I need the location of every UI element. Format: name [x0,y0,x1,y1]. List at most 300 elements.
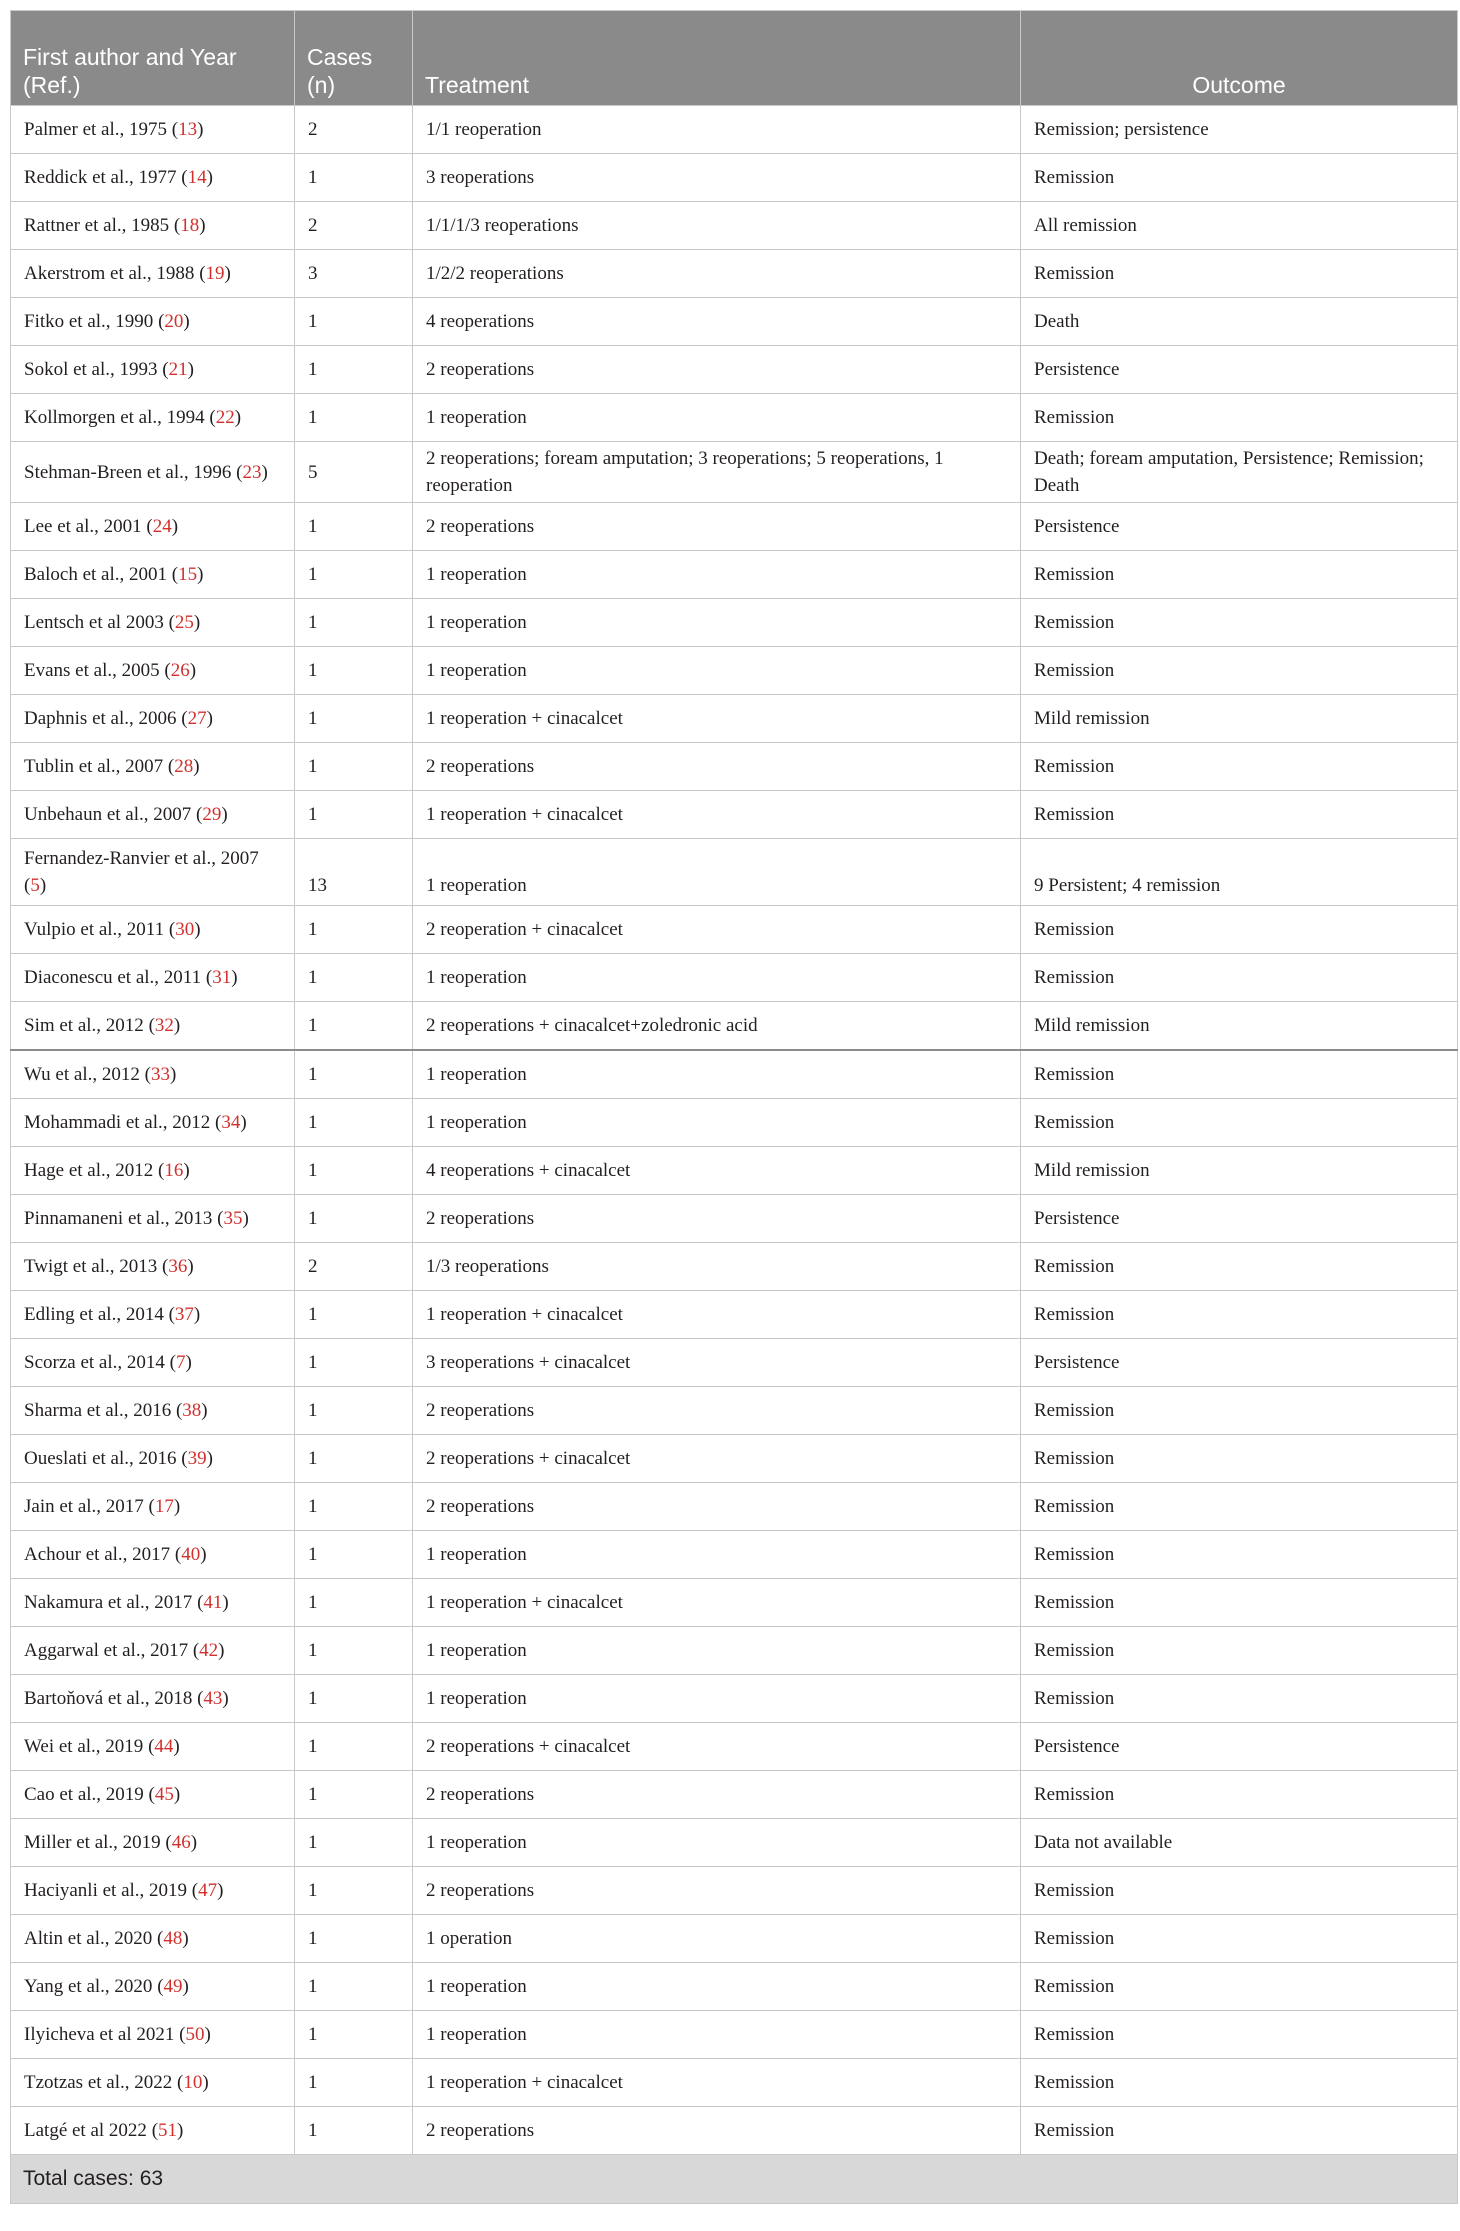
cell-cases: 1 [295,1675,413,1723]
reference-link[interactable]: 43 [203,1688,223,1709]
table-row [11,1339,1458,1387]
author-text: Mohammadi et al., 2012 [24,1112,211,1133]
paren-open: ( [152,1976,164,1997]
table-row [11,791,1458,839]
cell-outcome: Death; foream amputation, Persistence; Remission; Death [1021,442,1458,503]
reference-link[interactable]: 18 [180,215,200,236]
paren-close: ) [240,1112,247,1133]
table-row [11,1483,1458,1531]
reference-link[interactable]: 16 [164,1160,184,1181]
cell-treatment: 1 reoperation + cinacalcet [413,695,1021,743]
cell-cases: 1 [295,695,413,743]
cell-author [11,1099,295,1147]
cell-outcome: Remission [1021,1291,1458,1339]
cell-outcome: 9 Persistent; 4 remission [1021,839,1458,906]
paren-open: ( [157,359,169,380]
table-row [11,1147,1458,1195]
paren-open: ( [163,612,175,633]
cell-outcome: Remission [1021,2059,1458,2107]
cell-outcome: Remission [1021,1867,1458,1915]
cell-author [11,954,295,1002]
reference-link[interactable]: 14 [187,167,207,188]
cell-author [11,154,295,202]
cell-outcome: Remission [1021,154,1458,202]
cell-outcome: Remission [1021,1627,1458,1675]
paren-close: ) [206,708,213,729]
table-row [11,106,1458,154]
reference-link[interactable]: 34 [221,1112,241,1133]
cell-outcome: Remission [1021,1483,1458,1531]
cell-cases: 1 [295,1099,413,1147]
author-text: Miller et al., 2019 [24,1832,161,1853]
reference-link[interactable]: 33 [150,1064,170,1085]
cell-cases: 2 [295,202,413,250]
cell-treatment: 1/2/2 reoperations [413,250,1021,298]
paren-open: ( [171,1400,183,1421]
paren-open: ( [143,1784,155,1805]
author-text: Bartoňová et al., 2018 [24,1688,193,1709]
paren-close: ) [199,215,206,236]
cell-treatment: 1 reoperation [413,954,1021,1002]
reference-link[interactable]: 44 [154,1736,174,1757]
header-row [11,11,1458,106]
table-row [11,743,1458,791]
table-row [11,1915,1458,1963]
table-row [11,394,1458,442]
reference-link[interactable]: 13 [178,119,198,140]
cell-outcome: Persistence [1021,1339,1458,1387]
reference-link[interactable]: 28 [174,756,194,777]
paren-close: ) [202,2072,209,2093]
table-row [11,1099,1458,1147]
cell-outcome: Persistence [1021,1723,1458,1771]
paren-open: ( [174,2024,186,2045]
table-row [11,2107,1458,2155]
reference-link[interactable]: 41 [203,1592,223,1613]
paren-open: ( [143,1736,155,1757]
author-text: Haciyanli et al., 2019 [24,1880,188,1901]
author-text: Tublin et al., 2007 [24,756,164,777]
author-text: Sim et al., 2012 [24,1015,144,1036]
cell-treatment: 1 operation [413,1915,1021,1963]
reference-link[interactable]: 36 [168,1256,188,1277]
author-text: Baloch et al., 2001 [24,564,167,585]
paren-open: ( [143,1015,155,1036]
reference-link[interactable]: 23 [242,461,262,483]
author-text: Wu et al., 2012 [24,1064,140,1085]
author-text: Reddick et al., 1977 [24,167,177,188]
cell-cases: 13 [295,839,413,906]
paren-open: ( [231,461,243,483]
reference-link[interactable]: 40 [181,1544,201,1565]
header-treatment: Treatment [413,11,1021,106]
author-text: Palmer et al., 1975 [24,119,167,140]
table-row [11,1579,1458,1627]
paren-open: ( [153,311,165,332]
reference-link[interactable]: 50 [185,2024,205,2045]
reference-link[interactable]: 46 [171,1832,191,1853]
table-row [11,1627,1458,1675]
cell-author [11,106,295,154]
cell-outcome: Remission [1021,394,1458,442]
paren-close: ) [261,461,268,483]
cell-cases: 1 [295,1387,413,1435]
reference-link[interactable]: 37 [174,1304,194,1325]
cell-treatment: 1 reoperation [413,394,1021,442]
cell-cases: 1 [295,2107,413,2155]
cell-cases: 1 [295,954,413,1002]
table-row [11,2059,1458,2107]
header-cases: Cases (n) [295,11,413,106]
reference-link[interactable]: 5 [30,875,40,896]
table-row [11,1435,1458,1483]
cell-author [11,1339,295,1387]
table-row [11,1819,1458,1867]
paren-close: ) [173,1784,181,1805]
paren-close: ) [189,660,197,681]
cell-outcome: Persistence [1021,503,1458,551]
cell-treatment: 1 reoperation [413,1963,1021,2011]
cell-treatment: 1 reoperation [413,1531,1021,1579]
cell-treatment: 1 reoperation + cinacalcet [413,1579,1021,1627]
paren-close: ) [193,1304,201,1325]
author-text: Vulpio et al., 2011 [24,919,165,940]
paren-close: ) [231,967,238,988]
table-row [11,442,1458,503]
paren-open: ( [152,1928,164,1949]
cell-outcome: Remission [1021,1531,1458,1579]
cell-author [11,1387,295,1435]
cell-treatment: 2 reoperations [413,2107,1021,2155]
cell-outcome: Remission [1021,1579,1458,1627]
paren-open: ( [176,708,188,729]
paren-open: ( [169,215,181,236]
cell-cases: 1 [295,1291,413,1339]
table-row [11,695,1458,743]
cell-treatment: 2 reoperations [413,1195,1021,1243]
cell-outcome: Persistence [1021,1195,1458,1243]
author-text: Fitko et al., 1990 [24,311,154,332]
paren-close: ) [234,407,242,428]
reference-link[interactable]: 17 [154,1496,174,1517]
table-row [11,1050,1458,1099]
reference-link[interactable]: 51 [158,2120,178,2141]
cell-treatment: 1 reoperation + cinacalcet [413,2059,1021,2107]
paren-open: ( [167,119,179,140]
cell-author [11,1291,295,1339]
paren-open: ( [139,1064,151,1085]
paren-open: ( [176,167,188,188]
paren-open: ( [163,756,175,777]
paren-close: ) [183,1160,190,1181]
cell-author [11,442,295,503]
cell-treatment: 4 reoperations + cinacalcet [413,1147,1021,1195]
author-text: Pinnamaneni et al., 2013 [24,1208,213,1229]
cell-cases: 1 [295,2011,413,2059]
table-row [11,1002,1458,1051]
reference-link[interactable]: 19 [205,263,225,284]
table-header [11,11,1458,106]
cell-outcome: Remission [1021,599,1458,647]
table-body [11,106,1458,2155]
cell-treatment: 1/1 reoperation [413,106,1021,154]
cell-author [11,1483,295,1531]
reference-link[interactable]: 48 [163,1928,183,1949]
paren-close: ) [39,875,47,896]
cell-outcome: Data not available [1021,1819,1458,1867]
cell-cases: 1 [295,298,413,346]
author-text: Lee et al., 2001 [24,516,142,537]
cell-author [11,1723,295,1771]
author-text: Latgé et al 2022 [24,2120,147,2141]
cell-author [11,743,295,791]
table-row [11,1723,1458,1771]
paren-open: ( [141,516,153,537]
cell-cases: 1 [295,743,413,791]
author-text: Fernandez-Ranvier et al., 2007 [24,848,259,869]
cell-cases: 1 [295,1963,413,2011]
cell-outcome: Persistence [1021,346,1458,394]
table-row [11,906,1458,954]
cell-cases: 1 [295,906,413,954]
cell-cases: 1 [295,1339,413,1387]
cell-author [11,1963,295,2011]
table-row [11,503,1458,551]
table-row [11,202,1458,250]
paren-close: ) [200,1544,207,1565]
cell-treatment: 2 reoperations [413,346,1021,394]
table-row [11,346,1458,394]
cell-cases: 1 [295,1723,413,1771]
author-text: Cao et al., 2019 [24,1784,144,1805]
cell-author [11,1147,295,1195]
cell-outcome: Mild remission [1021,1002,1458,1051]
cell-outcome: Remission; persistence [1021,106,1458,154]
cell-author [11,791,295,839]
paren-open: ( [201,967,213,988]
reference-link[interactable]: 49 [163,1976,183,1997]
cell-treatment: 2 reoperations + cinacalcet+zoledronic acid [413,1002,1021,1051]
paren-close: ) [197,564,204,585]
paren-open: ( [192,1688,204,1709]
cell-outcome: Remission [1021,551,1458,599]
reference-link[interactable]: 15 [178,564,198,585]
reference-link[interactable]: 10 [183,2072,203,2093]
reference-link[interactable]: 38 [182,1400,202,1421]
cell-cases: 2 [295,1243,413,1291]
paren-open: ( [160,1832,172,1853]
cell-outcome: All remission [1021,202,1458,250]
author-text: Daphnis et al., 2006 [24,708,177,729]
footer-row [11,2155,1458,2204]
author-text: Rattner et al., 1985 [24,215,170,236]
cell-treatment: 1 reoperation [413,647,1021,695]
cell-outcome: Remission [1021,1771,1458,1819]
cell-treatment: 1 reoperation [413,599,1021,647]
table-row [11,1531,1458,1579]
paren-close: ) [193,612,201,633]
cell-treatment: 2 reoperations + cinacalcet [413,1723,1021,1771]
paren-open: ( [167,564,179,585]
cell-treatment: 2 reoperations [413,1387,1021,1435]
author-text: Kollmorgen et al., 1994 [24,407,205,428]
reference-link[interactable]: 20 [164,311,184,332]
cell-cases: 1 [295,503,413,551]
paren-open: ( [187,1880,199,1901]
paren-close: ) [187,359,194,380]
paren-close: ) [222,1592,229,1613]
author-text: Nakamura et al., 2017 [24,1592,193,1613]
reference-link[interactable]: 39 [187,1448,207,1469]
author-text: Aggarwal et al., 2017 [24,1640,189,1661]
cell-author [11,503,295,551]
paren-open: ( [170,1544,182,1565]
paren-open: ( [24,875,31,896]
author-text: Tzotzas et al., 2022 [24,2072,173,2093]
cell-author [11,647,295,695]
author-text: Achour et al., 2017 [24,1544,171,1565]
cell-author [11,1867,295,1915]
reference-link[interactable]: 31 [212,967,232,988]
cell-treatment: 2 reoperations; foream amputation; 3 reoperations; 5 reoperations, 1 reoperation [413,442,1021,503]
cell-cases: 1 [295,551,413,599]
author-text: Sokol et al., 1993 [24,359,158,380]
cell-treatment: 2 reoperations [413,743,1021,791]
author-text: Twigt et al., 2013 [24,1256,158,1277]
total-cases: Total cases: 63 [11,2155,1458,2204]
cell-cases: 1 [295,1771,413,1819]
paren-close: ) [187,1256,194,1277]
reference-link[interactable]: 47 [198,1880,218,1901]
reference-link[interactable]: 29 [202,804,222,825]
cell-treatment: 1 reoperation [413,1050,1021,1099]
cell-cases: 1 [295,154,413,202]
paren-close: ) [204,2024,211,2045]
cell-outcome: Remission [1021,1243,1458,1291]
paren-close: ) [224,263,231,284]
paren-open: ( [204,407,216,428]
cell-treatment: 2 reoperations + cinacalcet [413,1435,1021,1483]
cell-outcome: Remission [1021,250,1458,298]
cell-outcome: Remission [1021,1435,1458,1483]
cell-cases: 1 [295,1819,413,1867]
author-text: Diaconescu et al., 2011 [24,967,202,988]
author-text: Wei et al., 2019 [24,1736,144,1757]
cell-outcome: Remission [1021,1099,1458,1147]
cell-outcome: Remission [1021,791,1458,839]
paren-close: ) [177,2120,184,2141]
paren-close: ) [171,516,179,537]
cell-author [11,394,295,442]
cell-cases: 1 [295,2059,413,2107]
paren-open: ( [194,263,206,284]
cell-treatment: 1 reoperation [413,551,1021,599]
reference-link[interactable]: 42 [199,1640,219,1661]
table-row [11,954,1458,1002]
paren-close: ) [185,1352,192,1373]
table-row [11,1675,1458,1723]
author-text: Stehman-Breen et al., 1996 [24,461,232,483]
cell-outcome: Death [1021,298,1458,346]
author-text: Evans et al., 2005 [24,660,160,681]
cases-table [10,10,1458,2204]
cell-author [11,695,295,743]
table-row [11,599,1458,647]
paren-close: ) [217,1880,224,1901]
cell-treatment: 1 reoperation [413,1819,1021,1867]
cell-author [11,906,295,954]
paren-close: ) [221,804,228,825]
reference-link[interactable]: 22 [215,407,235,428]
table-row [11,1963,1458,2011]
cell-outcome: Remission [1021,1050,1458,1099]
reference-link[interactable]: 26 [170,660,190,681]
cell-outcome: Remission [1021,954,1458,1002]
cell-outcome: Remission [1021,743,1458,791]
author-text: Oueslati et al., 2016 [24,1448,177,1469]
cell-treatment: 1/1/1/3 reoperations [413,202,1021,250]
cell-author [11,250,295,298]
reference-link[interactable]: 21 [168,359,188,380]
cell-treatment: 2 reoperation + cinacalcet [413,906,1021,954]
cell-author [11,1819,295,1867]
cell-cases: 1 [295,394,413,442]
cell-cases: 1 [295,346,413,394]
reference-link[interactable]: 45 [154,1784,174,1805]
table-row [11,1771,1458,1819]
cell-cases: 1 [295,1579,413,1627]
cell-author [11,1771,295,1819]
reference-link[interactable]: 24 [152,516,172,537]
cell-cases: 1 [295,599,413,647]
reference-link[interactable]: 30 [175,919,195,940]
reference-link[interactable]: 25 [174,612,194,633]
cell-cases: 1 [295,1147,413,1195]
cell-author [11,1675,295,1723]
reference-link[interactable]: 35 [223,1208,243,1229]
paren-open: ( [176,1448,188,1469]
paren-open: ( [192,1592,204,1613]
cell-cases: 1 [295,1915,413,1963]
cell-author [11,2059,295,2107]
table-row [11,154,1458,202]
reference-link[interactable]: 32 [154,1015,174,1036]
cell-author [11,839,295,906]
cell-outcome: Remission [1021,906,1458,954]
cell-cases: 5 [295,442,413,503]
author-text: Scorza et al., 2014 [24,1352,165,1373]
cell-author [11,2011,295,2059]
cell-treatment: 1 reoperation + cinacalcet [413,791,1021,839]
cell-treatment: 2 reoperations [413,1771,1021,1819]
table-row [11,1291,1458,1339]
table-row [11,647,1458,695]
cell-cases: 1 [295,1195,413,1243]
header-outcome: Outcome [1021,11,1458,106]
reference-link[interactable]: 7 [175,1352,186,1373]
cell-author [11,1915,295,1963]
paren-open: ( [164,1352,176,1373]
cell-treatment: 3 reoperations [413,154,1021,202]
cell-author [11,1627,295,1675]
paren-close: ) [169,1064,177,1085]
cell-outcome: Mild remission [1021,695,1458,743]
header-author: First author and Year (Ref.) [11,11,295,106]
author-text: Altin et al., 2020 [24,1928,153,1949]
cell-author [11,202,295,250]
paren-close: ) [242,1208,249,1229]
reference-link[interactable]: 27 [187,708,207,729]
